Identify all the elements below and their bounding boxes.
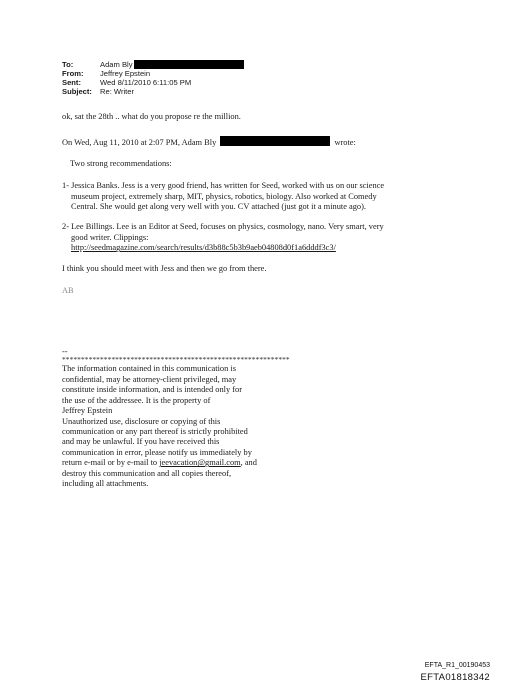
disclaimer-line: including all attachments. (62, 478, 149, 488)
subject-value: Re: Writer (100, 87, 135, 96)
dashes: -- (62, 347, 68, 357)
email-line-after: , and (240, 458, 257, 468)
disclaimer-line: confidential, may be attorney-client privileged, may (62, 374, 237, 384)
rec2-line1: 2- Lee Billings. Lee is an Editor at Seed, focuses on physics, cosmology, nano. Very smart, very (62, 222, 384, 232)
email-header (62, 60, 244, 96)
sent-row (62, 78, 244, 87)
quote-intro (62, 136, 462, 148)
footer-id-1: EFTA_R1_00190453 (424, 662, 490, 669)
disclaimer-line: communication in error, please notify us immediately by (62, 447, 252, 457)
disclaimer-email-line (62, 458, 462, 468)
to-row (62, 60, 244, 69)
rec1-line1: 1- Jessica Banks. Jess is a very good friend, has written for Seed, worked with us on our science (62, 181, 385, 191)
from-label: From: (62, 69, 84, 78)
disclaimer-line: constitute inside information, and is intended only for (62, 385, 243, 395)
disclaimer-lines (62, 364, 462, 489)
disclaimer-line: communication or any part thereof is strictly prohibited (62, 426, 248, 436)
stars-divider: ************************************************************ (62, 355, 290, 365)
rec2-link-line (62, 243, 462, 253)
recommendation-2 (62, 222, 462, 253)
from-value: Jeffrey Epstein (100, 69, 151, 78)
rec1-line2: museum project, extremely sharp, MIT, physics, robotics, biology. Also worked at Comedy (71, 191, 377, 201)
quote-intro-text: On Wed, Aug 11, 2010 at 2:07 PM, Adam Bly (62, 138, 217, 148)
clippings-link[interactable]: http://seedmagazine.com/search/results/d3b88c5b3b9aeb04808d0f1a6dddf3c3/ (71, 243, 336, 253)
email-body (62, 112, 462, 489)
sent-label: Sent: (62, 78, 81, 87)
rec1-line3: Central. She would get along very well with you. CV attached (just got it a minute ago). (71, 202, 367, 212)
recs-intro: Two strong recommendations: (70, 158, 172, 168)
disclaimer-line: destroy this communication and all copies thereof, (62, 468, 232, 478)
signature: AB (62, 286, 74, 296)
disclaimer-line: Jeffrey Epstein (62, 406, 113, 416)
quote-intro-wrote: wrote: (334, 138, 356, 148)
email-line-before: return e-mail or by e-mail to (62, 458, 158, 468)
disclaimer-line: Unauthorized use, disclosure or copying of this (62, 416, 221, 426)
from-row (62, 69, 244, 78)
email-link[interactable]: jeevacation@gmail.com (159, 458, 241, 468)
disclaimer-line: The information contained in this communication is (62, 364, 236, 374)
redaction-box (220, 136, 330, 146)
recommendation-1 (62, 181, 462, 212)
disclaimer-line: and may be unlawful. If you have received this (62, 437, 220, 447)
rec2-line2: good writer. Clippings: (71, 232, 149, 242)
to-label: To: (62, 60, 74, 69)
sent-value: Wed 8/11/2010 6:11:05 PM (100, 78, 192, 87)
reply-text: ok, sat the 28th .. what do you propose re the million. (62, 112, 241, 121)
redaction-box (134, 60, 244, 69)
subject-label: Subject: (62, 87, 92, 96)
footer-id-2: EFTA01818342 (420, 672, 490, 683)
subject-row (62, 87, 244, 96)
disclaimer-line: the use of the addressee. It is the property of (62, 395, 211, 405)
to-value: Adam Bly (100, 60, 133, 69)
closing-text: I think you should meet with Jess and then we go from there. (62, 263, 267, 273)
disclaimer (62, 348, 462, 489)
